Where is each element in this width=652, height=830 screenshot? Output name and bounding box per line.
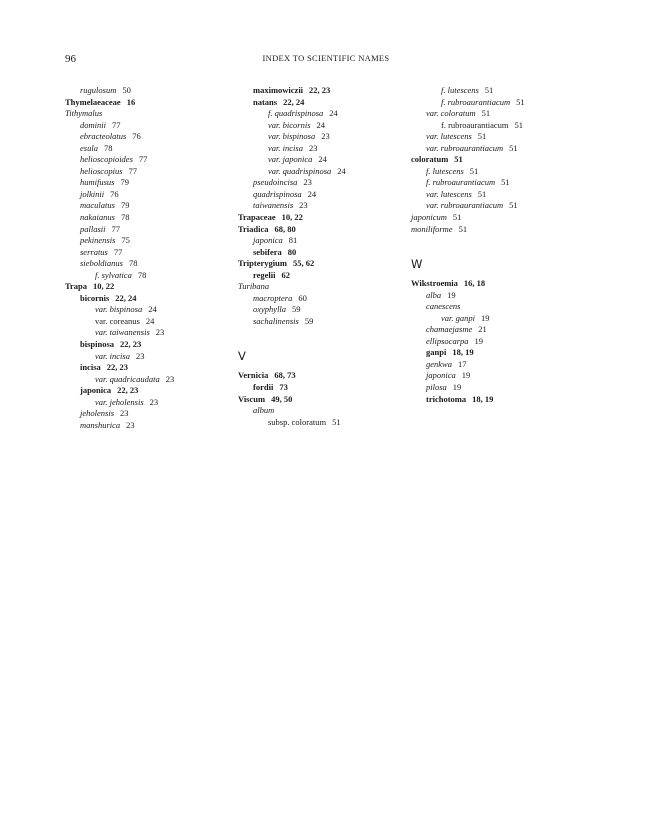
page-refs: 49, 50 — [271, 393, 293, 404]
index-entry — [238, 154, 413, 166]
page-refs: 68, 80 — [274, 223, 296, 234]
index-entry — [65, 397, 240, 409]
page-refs: 23 — [165, 373, 175, 384]
index-entry — [411, 359, 586, 371]
entry-name: var. bispinosa — [268, 131, 316, 142]
entry-name: f. rubroaurantiacum — [441, 96, 511, 107]
entry-name: var. incisa — [268, 142, 303, 153]
index-entry — [411, 200, 586, 212]
page-refs: 18, 19 — [472, 393, 494, 404]
entry-name: Tripterygium — [238, 258, 287, 269]
page-refs: 79 — [120, 177, 129, 188]
page-refs: 19 — [474, 335, 483, 346]
index-entry — [65, 177, 240, 189]
page-refs: 76 — [132, 131, 141, 142]
page-refs: 77 — [111, 223, 121, 234]
section-letter: W — [411, 257, 423, 272]
index-entry — [238, 200, 413, 212]
page-refs: 24 — [318, 154, 327, 165]
page-refs: 23 — [308, 142, 318, 153]
entry-name: f. quadrispinosa — [268, 108, 324, 119]
entry-name: ellipsocarpa — [426, 335, 469, 346]
page-refs: 78 — [128, 258, 138, 269]
page-refs: 19 — [447, 289, 456, 300]
index-entry — [65, 143, 240, 155]
index-entry — [65, 131, 240, 143]
page-refs: 22, 23 — [117, 385, 139, 396]
page-refs: 51 — [484, 85, 494, 95]
entry-name: ebracteolatus — [80, 131, 127, 142]
entry-name: japonicum — [411, 212, 447, 223]
entry-name: trichotoma — [426, 393, 467, 404]
page-refs: 59 — [304, 315, 314, 326]
index-entry — [65, 316, 240, 328]
entry-name: japonica — [426, 370, 456, 381]
entry-name: jolkinii — [80, 188, 105, 199]
index-entry — [411, 154, 586, 166]
page-refs: 50 — [122, 85, 131, 95]
entry-name: f. lutescens — [441, 85, 479, 95]
page-refs: 51 — [332, 416, 341, 427]
page-refs: 19 — [481, 312, 490, 323]
page-refs: 22, 23 — [309, 85, 331, 95]
entry-name: var. quadrispinosa — [268, 165, 332, 176]
page-refs: 18, 19 — [452, 347, 474, 358]
index-entry — [65, 258, 240, 270]
entry-name: var. bispinosa — [95, 304, 143, 315]
page-refs: 77 — [111, 119, 121, 130]
running-head: INDEX TO SCIENTIFIC NAMES — [262, 53, 390, 63]
page-refs: 76 — [110, 188, 119, 199]
index-entry — [238, 143, 413, 155]
page-refs: 51 — [514, 119, 523, 130]
index-entry — [411, 394, 586, 406]
index-entry — [65, 97, 240, 109]
entry-name: helioscopius — [80, 165, 123, 176]
index-entry — [411, 324, 586, 336]
page-refs: 80 — [287, 246, 297, 257]
entry-name: Triadica — [238, 223, 269, 234]
page-refs: 19 — [461, 370, 471, 381]
entry-name: chamaejasme — [426, 324, 473, 335]
entry-name: var. coreanus — [95, 315, 140, 326]
index-entry — [411, 301, 586, 313]
index-entry — [238, 270, 413, 282]
page-refs: 23 — [299, 200, 308, 211]
page-refs: 17 — [457, 358, 467, 369]
page-refs: 79 — [120, 200, 130, 211]
page-refs: 24 — [329, 108, 338, 119]
entry-name: var. lutescens — [426, 188, 472, 199]
index-entry — [65, 408, 240, 420]
index-entry — [238, 235, 413, 247]
index-entry — [65, 293, 240, 305]
index-entry — [411, 290, 586, 302]
index-entry — [65, 362, 240, 374]
entry-name: Trapaceae — [238, 212, 276, 223]
entry-name: var. incisa — [95, 350, 130, 361]
entry-name: Thymelaeaceae — [65, 96, 121, 107]
entry-name: helioscopioides — [80, 154, 133, 165]
entry-name: pallasii — [80, 223, 106, 234]
entry-name: esula — [80, 142, 98, 153]
entry-name: coloratum — [411, 154, 449, 165]
entry-name: pilosa — [426, 382, 447, 393]
index-entry — [411, 108, 586, 120]
index-entry — [238, 293, 413, 305]
index-entry — [238, 166, 413, 178]
index-entry — [65, 270, 240, 282]
page-refs: 51 — [454, 154, 463, 165]
index-entry — [65, 200, 240, 212]
page-refs: 24 — [148, 304, 157, 315]
index-entry — [65, 339, 240, 351]
index-entry — [65, 235, 240, 247]
entry-name: var. ganpi — [441, 312, 475, 323]
index-entry — [65, 108, 240, 120]
section-spacer — [411, 235, 586, 253]
page-refs: 51 — [477, 188, 487, 199]
page-refs: 51 — [481, 108, 491, 119]
page-refs: 77 — [138, 154, 148, 165]
entry-name: sieboldianus — [80, 258, 123, 269]
entry-name: var. japonica — [268, 154, 313, 165]
index-entry — [65, 212, 240, 224]
index-entry — [238, 97, 413, 109]
entry-name: maximowiczii — [253, 85, 304, 95]
entry-name: sebifera — [253, 246, 282, 257]
entry-name: var. quadricaudata — [95, 373, 160, 384]
index-entry — [411, 177, 586, 189]
page-refs: 75 — [121, 235, 130, 246]
index-entry — [238, 281, 413, 293]
entry-name: fordii — [253, 382, 274, 393]
entry-name: japonica — [253, 235, 283, 246]
index-column-3 — [411, 85, 586, 405]
entry-name: pseudoincisa — [253, 177, 298, 188]
index-entry — [238, 120, 413, 132]
page-refs: 24 — [145, 315, 155, 326]
page-refs: 23 — [126, 419, 135, 430]
index-entry — [411, 313, 586, 325]
entry-name: canescens — [426, 301, 461, 312]
index-entry — [411, 189, 586, 201]
page-refs: 16, 18 — [463, 278, 486, 289]
index-entry — [65, 154, 240, 166]
entry-name: regelii — [253, 269, 276, 280]
index-entry — [411, 131, 586, 143]
entry-name: subsp. coloratum — [268, 416, 327, 427]
entry-name: incisa — [80, 362, 101, 373]
entry-name: taiwanensis — [253, 200, 294, 211]
page-refs: 23 — [135, 350, 145, 361]
page-refs: 51 — [452, 212, 462, 223]
page-refs: 10, 22 — [93, 281, 115, 292]
entry-name: var. taiwanensis — [95, 327, 150, 338]
index-entry — [411, 370, 586, 382]
index-entry — [238, 316, 413, 328]
index-entry — [238, 405, 413, 417]
index-entry — [65, 189, 240, 201]
entry-name: f. rubroaurantiacum — [441, 119, 509, 130]
page-refs: 78 — [137, 269, 147, 280]
index-entry — [65, 351, 240, 363]
index-entry — [411, 278, 586, 290]
index-entry — [411, 224, 586, 236]
index-entry — [65, 166, 240, 178]
index-entry — [411, 85, 586, 97]
entry-name: bispinosa — [80, 339, 115, 350]
index-entry — [65, 420, 240, 432]
page-refs: 81 — [288, 235, 298, 246]
index-entry — [65, 85, 240, 97]
entry-name: f. rubroaurantiacum — [426, 177, 496, 188]
page-refs: 24 — [316, 119, 325, 130]
page-refs: 16 — [126, 96, 136, 107]
index-entry — [238, 212, 413, 224]
entry-name: natans — [253, 96, 278, 107]
index-column-2 — [238, 85, 413, 428]
entry-name: quadrispinosa — [253, 188, 302, 199]
index-entry — [238, 108, 413, 120]
entry-name: nakaianus — [80, 212, 115, 223]
section-spacer — [238, 327, 413, 345]
index-entry — [411, 166, 586, 178]
index-entry — [238, 247, 413, 259]
entry-name: oxyphylla — [253, 304, 287, 315]
entry-name: f. lutescens — [426, 165, 464, 176]
index-column-1 — [65, 85, 240, 431]
page-refs: 19 — [452, 382, 462, 393]
page-refs: 51 — [477, 131, 487, 142]
index-entry — [238, 258, 413, 270]
page-refs: 60 — [298, 292, 307, 303]
entry-name: manshurica — [80, 419, 121, 430]
entry-name: Tithymalus — [65, 108, 103, 119]
page-refs: 22, 23 — [120, 339, 142, 350]
entry-name: var. bicornis — [268, 119, 311, 130]
entry-name: Viscum — [238, 393, 266, 404]
page-refs: 10, 22 — [281, 212, 303, 223]
page-refs: 51 — [469, 165, 479, 176]
entry-name: Trapa — [65, 281, 88, 292]
entry-name: rugulosum — [80, 85, 117, 95]
page-refs: 78 — [120, 212, 130, 223]
entry-name: dominii — [80, 119, 106, 130]
entry-name: alba — [426, 289, 442, 300]
index-entry — [238, 417, 413, 429]
index-entry — [238, 394, 413, 406]
index-entry — [65, 385, 240, 397]
section-letter: V — [238, 349, 246, 364]
entry-name: moniliforme — [411, 223, 453, 234]
entry-name: var. rubroaurantiacum — [426, 200, 504, 211]
page-refs: 21 — [478, 324, 487, 335]
page-refs: 24 — [337, 165, 346, 176]
page-refs: 51 — [509, 142, 518, 153]
page-refs: 23 — [149, 396, 159, 407]
entry-name: var. rubroaurantiacum — [426, 142, 504, 153]
index-entry — [411, 336, 586, 348]
page-refs: 51 — [516, 96, 525, 107]
entry-name: humifusus — [80, 177, 115, 188]
page-refs: 59 — [292, 304, 301, 315]
index-entry — [238, 224, 413, 236]
page-refs: 24 — [307, 188, 317, 199]
entry-name: album — [253, 405, 275, 416]
entry-name: maculatus — [80, 200, 115, 211]
index-entry — [238, 131, 413, 143]
page-refs: 77 — [128, 165, 137, 176]
entry-name: jeholensis — [80, 408, 114, 419]
index-entry — [411, 382, 586, 394]
entry-name: var. lutescens — [426, 131, 472, 142]
entry-name: sachalinensis — [253, 315, 299, 326]
index-entry — [411, 347, 586, 359]
page-refs: 23 — [120, 408, 129, 419]
page-refs: 68, 73 — [274, 370, 296, 381]
page-refs: 23 — [321, 131, 330, 142]
index-entry — [238, 177, 413, 189]
index-entry — [238, 189, 413, 201]
index-entry — [238, 382, 413, 394]
index-entry — [65, 327, 240, 339]
page-refs: 22, 23 — [106, 362, 129, 373]
index-entry — [238, 85, 413, 97]
index-entry — [65, 281, 240, 293]
index-entry — [411, 97, 586, 109]
page-refs: 22, 24 — [115, 292, 137, 303]
entry-name: Wikstroemia — [411, 278, 458, 289]
index-entry — [238, 304, 413, 316]
page-refs: 78 — [103, 142, 113, 153]
index-entry — [238, 370, 413, 382]
index-entry — [65, 304, 240, 316]
entry-name: genkwa — [426, 358, 452, 369]
page-refs: 51 — [509, 200, 518, 211]
entry-name: f. sylvatica — [95, 269, 132, 280]
page-refs: 62 — [281, 269, 290, 280]
page-refs: 77 — [113, 246, 123, 257]
entry-name: macroptera — [253, 292, 293, 303]
entry-name: Turibana — [238, 281, 270, 292]
index-entry — [65, 120, 240, 132]
page-refs: 23 — [303, 177, 312, 188]
index-entry — [65, 374, 240, 386]
entry-name: Vernicia — [238, 370, 269, 381]
index-entry — [411, 212, 586, 224]
index-entry — [411, 120, 586, 132]
page-refs: 22, 24 — [283, 96, 305, 107]
index-entry — [65, 247, 240, 259]
page-refs: 23 — [155, 327, 165, 338]
entry-name: ganpi — [426, 347, 447, 358]
page-refs: 51 — [501, 177, 510, 188]
entry-name: serratus — [80, 246, 108, 257]
index-entry — [65, 224, 240, 236]
page-number: 96 — [65, 53, 76, 65]
page-refs: 73 — [279, 382, 288, 393]
index-entry — [411, 143, 586, 155]
entry-name: bicornis — [80, 292, 110, 303]
page-refs: 55, 62 — [292, 258, 315, 269]
entry-name: japonica — [80, 385, 112, 396]
entry-name: var. coloratum — [426, 108, 476, 119]
entry-name: var. jeholensis — [95, 396, 144, 407]
entry-name: pekinensis — [80, 235, 116, 246]
page-refs: 51 — [458, 223, 468, 234]
